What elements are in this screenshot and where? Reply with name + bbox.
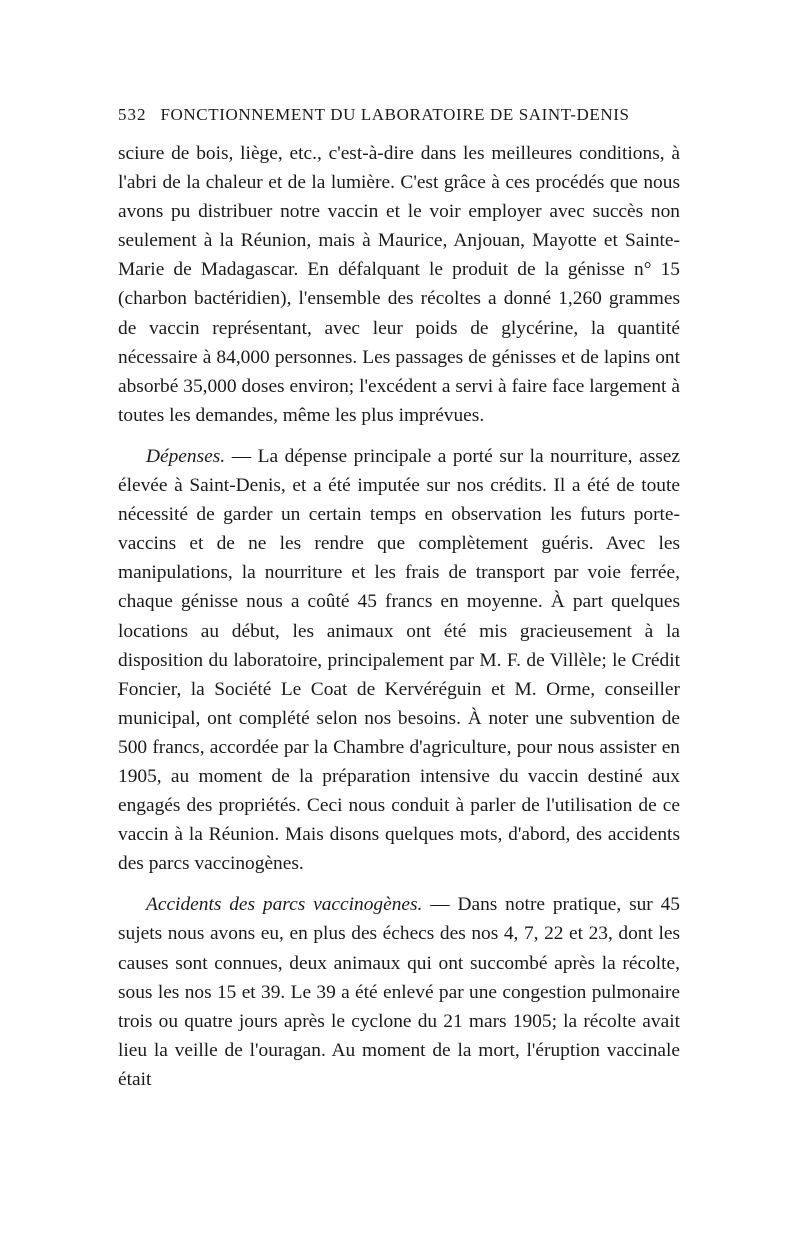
paragraph-depenses [118, 442, 680, 878]
book-page [118, 104, 680, 1094]
running-head [118, 104, 680, 126]
paragraph-continuation [118, 139, 680, 430]
paragraph-text: — Dans notre pratique, sur 45 sujets nous avons eu, en plus des échecs des nos 4, 7, 22 et 23, dont les causes sont connues, deux animaux qui ont succombé après la récolte, sous les nos 15 et 39. Le 39 a été enlevé par une congestion pulmonaire trois ou quatre jours après le cyclone du 21 mars 1905; la récolte avait lieu la veille de l'ouragan. Au moment de la mort, l'éruption vaccinale était [118, 894, 680, 1090]
body-text [118, 139, 680, 1094]
paragraph-lead: Dépenses. [146, 445, 226, 467]
paragraph-text: sciure de bois, liège, etc., c'est-à-dire dans les meilleures conditions, à l'abri de la chaleur et de la lumière. C'est grâce à ces procédés que nous avons pu distribuer notre vaccin et le voir employer avec succès non seulement à la Réunion, mais à Maurice, Anjouan, Mayotte et Sainte-Marie de Madagascar. En défalquant le produit de la génisse n° 15 (charbon bactéridien), l'ensemble des récoltes a donné 1,260 grammes de vaccin représentant, avec leur poids de glycérine, la quantité nécessaire à 84,000 personnes. Les passages de génisses et de lapins ont absorbé 35,000 doses environ; l'excédent a servi à faire face largement à toutes les demandes, même les plus imprévues. [118, 143, 680, 426]
paragraph-lead: Accidents des parcs vaccinogènes. [146, 894, 423, 916]
running-title: FONCTIONNEMENT DU LABORATOIRE DE SAINT-DENIS [160, 105, 630, 124]
paragraph-text: — La dépense principale a porté sur la nourriture, assez élevée à Saint-Denis, et a été imputée sur nos crédits. Il a été de toute nécessité de garder un certain temps en observation les futurs porte-vaccins et de ne les rendre que complètement guéris. Avec les manipulations, la nourriture et les frais de transport par voie ferrée, chaque génisse nous a coûté 45 francs en moyenne. À part quelques locations au début, les animaux ont été mis gracieusement à la disposition du laboratoire, principalement par M. F. de Villèle; le Crédit Foncier, la Société Le Coat de Kervéréguin et M. Orme, conseiller municipal, ont complété selon nos besoins. À noter une subvention de 500 francs, accordée par la Chambre d'agriculture, pour nous assister en 1905, au moment de la préparation intensive du vaccin destiné aux engagés des propriétés. Ceci nous conduit à parler de l'utilisation de ce vaccin à la Réunion. Mais disons quelques mots, d'abord, des accidents des parcs vaccinogènes. [118, 445, 680, 875]
paragraph-accidents [118, 890, 680, 1094]
page-number: 532 [118, 105, 147, 124]
